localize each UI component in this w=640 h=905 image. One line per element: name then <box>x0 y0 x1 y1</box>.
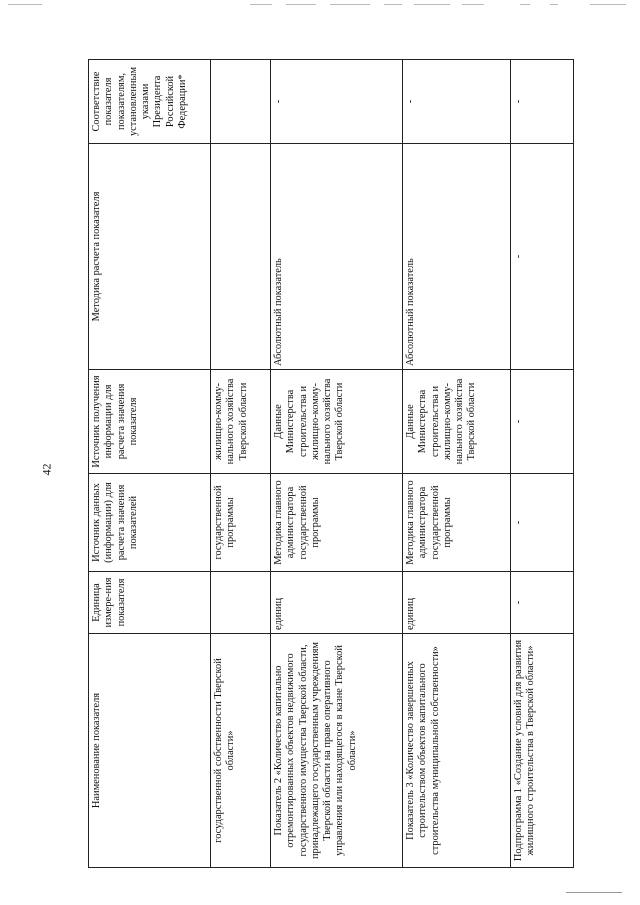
table-row <box>511 60 574 868</box>
cell-name: Показатель 2 «Количество капитально отремонтированных объектов недвижимого государственного имущества Тверской области, принадлежащего государственным учреждениям Тверской области на праве оперативного управления или находящегося в казне Тверской области» <box>271 634 403 868</box>
cell-info-source: Данные Министерства строительства и жилищно-комму-нального хозяйства Тверской области <box>403 370 511 474</box>
cell-unit: единиц <box>271 572 403 634</box>
cell-method: Абсолютный показатель <box>271 144 403 370</box>
scan-bottom-mark <box>566 892 622 893</box>
cell-info-source: Данные Министерства строительства и жилищно-комму-нального хозяйства Тверской области <box>271 370 403 474</box>
page-number: 42 <box>39 463 54 476</box>
cell-compliance: - <box>271 60 403 144</box>
table-row <box>403 60 511 868</box>
table-row <box>271 60 403 868</box>
cell-name: Показатель 3 «Количество завершенных строительством объектов капитального строительства муниципальной собственности» <box>403 634 511 868</box>
cell-data-source: Методика главного администратора государственной программы <box>271 474 403 572</box>
cell-unit: единиц <box>403 572 511 634</box>
cell-method <box>211 144 271 370</box>
header-indicator-name: Наименование показателя <box>89 634 211 868</box>
table-header-row <box>89 60 211 868</box>
cell-unit: - <box>511 572 574 634</box>
header-unit: Единица измере-ния показателя <box>89 572 211 634</box>
rotated-table-container <box>88 60 573 868</box>
header-method: Методика расчета показателя <box>89 144 211 370</box>
cell-name: государственной собственности Тверской области» <box>211 634 271 868</box>
cell-compliance <box>211 60 271 144</box>
scan-edge-marks <box>0 0 640 12</box>
header-info-source: Источник получения информации для расчета значения показателя <box>89 370 211 474</box>
cell-data-source: Методика главного администратора государственной программы <box>403 474 511 572</box>
cell-compliance: - <box>403 60 511 144</box>
cell-method: Абсолютный показатель <box>403 144 511 370</box>
cell-data-source: государственной программы <box>211 474 271 572</box>
header-decrees-compliance: Соответствие показателя показателям, установленным указами Президента Российской Федерации* <box>89 60 211 144</box>
table-row <box>211 60 271 868</box>
cell-data-source: - <box>511 474 574 572</box>
cell-unit <box>211 572 271 634</box>
cell-info-source: жилищно-комму-нального хозяйства Тверской области <box>211 370 271 474</box>
cell-compliance: - <box>511 60 574 144</box>
indicators-table <box>88 59 574 868</box>
cell-method: - <box>511 144 574 370</box>
cell-info-source: - <box>511 370 574 474</box>
cell-name: Подпрограмма 1 «Создание условий для развития жилищного строительства в Тверской области» <box>511 634 574 868</box>
header-data-source: Источник данных (информации) для расчета значения показателей <box>89 474 211 572</box>
